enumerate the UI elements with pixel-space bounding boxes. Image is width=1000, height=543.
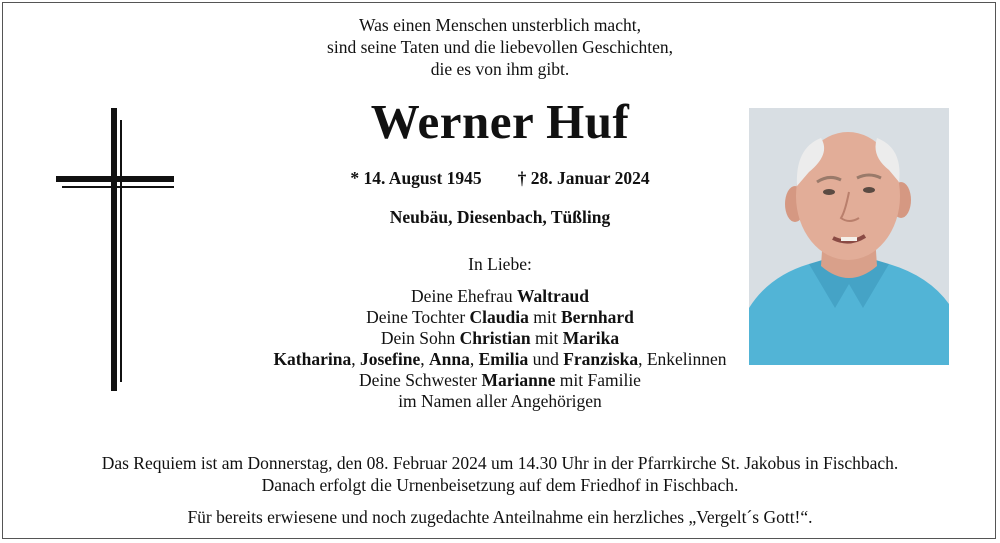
cross-icon: [56, 108, 176, 393]
mourner-line: [0, 391, 1000, 412]
deceased-name: Werner Huf: [370, 94, 630, 149]
mourner-text: mit Familie: [555, 370, 641, 390]
mourner-text: Dein Sohn: [380, 328, 460, 348]
service-info: [0, 452, 1000, 496]
memorial-quote: [0, 14, 1000, 80]
mourner-name: Bernhard: [560, 307, 634, 327]
family-heading: In Liebe:: [468, 254, 532, 274]
mourner-text: mit: [530, 328, 563, 348]
mourner-text: Deine Tochter: [366, 307, 470, 327]
mourner-name: Claudia: [469, 307, 529, 327]
urn-burial-text: Danach erfolgt die Urnenbeisetzung auf dem Friedhof in Fischbach.: [261, 475, 739, 495]
birth-date: * 14. August 1945: [350, 168, 482, 188]
mourner-text: im Namen aller Angehörigen: [398, 391, 602, 411]
mourner-text: ,: [420, 349, 430, 369]
death-date: † 28. Januar 2024: [517, 168, 650, 188]
mourner-text: , Enkelinnen: [638, 349, 727, 369]
mourner-name: Anna: [429, 349, 470, 369]
mourner-name: Marika: [562, 328, 620, 348]
mourner-name: Waltraud: [516, 286, 589, 306]
mourner-text: und: [528, 349, 564, 369]
mourner-text: Deine Schwester: [359, 370, 482, 390]
mourner-text: ,: [351, 349, 360, 369]
hometowns: Neubäu, Diesenbach, Tüßling: [389, 207, 611, 227]
mourner-name: Josefine: [359, 349, 421, 369]
quote-line: sind seine Taten und die liebevollen Geschichten,: [327, 37, 673, 57]
mourner-text: ,: [469, 349, 479, 369]
requiem-text: Das Requiem ist am Donnerstag, den 08. Februar 2024 um 14.30 Uhr in der Pfarrkirche St. Jakobus in Fischbach.: [101, 453, 899, 473]
mourner-name: Emilia: [478, 349, 529, 369]
mourner-name: Christian: [459, 328, 531, 348]
mourner-name: Franziska: [563, 349, 639, 369]
mourner-name: Marianne: [481, 370, 556, 390]
quote-line: die es von ihm gibt.: [430, 59, 570, 79]
mourner-text: mit: [528, 307, 561, 327]
mourner-text: Deine Ehefrau: [411, 286, 517, 306]
thanks-text: Für bereits erwiesene und noch zugedachte Anteilnahme ein herzliches „Vergelt´s Gott!“.: [187, 507, 813, 527]
quote-line: Was einen Menschen unsterblich macht,: [359, 15, 641, 35]
portrait-photo: [749, 108, 949, 365]
mourner-name: Katharina: [273, 349, 352, 369]
